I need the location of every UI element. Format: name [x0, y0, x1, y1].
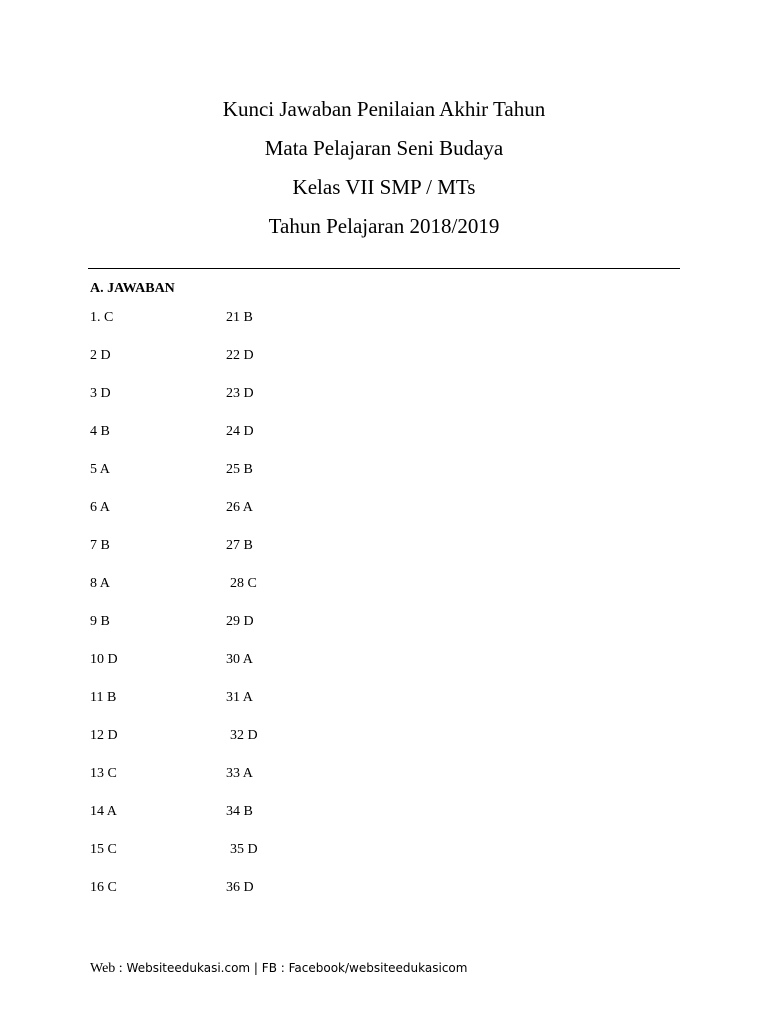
answer-right: 21 B	[226, 310, 253, 325]
answer-row	[90, 423, 490, 461]
answer-left: 14 A	[90, 804, 117, 819]
answer-right: 32 D	[230, 728, 258, 743]
answer-row	[90, 879, 490, 917]
horizontal-divider	[88, 268, 680, 269]
answer-left: 3 D	[90, 386, 111, 401]
answer-left: 11 B	[90, 690, 117, 705]
title-line-1: Kunci Jawaban Penilaian Akhir Tahun	[222, 97, 546, 121]
answer-row	[90, 537, 490, 575]
answer-right: 29 D	[226, 614, 254, 629]
answer-row	[90, 689, 490, 727]
footer-fb-link[interactable]: Facebook/websiteedukasicom	[288, 961, 468, 975]
answer-key-list	[90, 309, 490, 917]
answer-left: 15 C	[90, 842, 117, 857]
answer-left: 1. C	[90, 310, 114, 325]
answer-row	[90, 347, 490, 385]
title-line-2: Mata Pelajaran Seni Budaya	[264, 136, 504, 160]
page-footer	[90, 960, 467, 977]
answer-row	[90, 651, 490, 689]
answer-right: 30 A	[226, 652, 253, 667]
answer-right: 25 B	[226, 462, 253, 477]
answer-right: 27 B	[226, 538, 253, 553]
title-line-4: Tahun Pelajaran 2018/2019	[268, 214, 500, 238]
answer-right: 22 D	[226, 348, 254, 363]
answer-left: 13 C	[90, 766, 117, 781]
answer-left: 7 B	[90, 538, 110, 553]
answer-right: 34 B	[226, 804, 253, 819]
answer-right: 33 A	[226, 766, 253, 781]
answer-row	[90, 613, 490, 651]
answer-left: 10 D	[90, 652, 118, 667]
answer-right: 24 D	[226, 424, 254, 439]
answer-row	[90, 385, 490, 423]
answer-left: 12 D	[90, 728, 118, 743]
answer-row	[90, 841, 490, 879]
footer-web-link[interactable]: Websiteedukasi.com	[126, 961, 251, 975]
answer-row	[90, 575, 490, 613]
footer-fb-label: FB :	[261, 961, 285, 975]
answer-left: 9 B	[90, 614, 110, 629]
footer-web-label: Web :	[90, 961, 123, 976]
answer-left: 6 A	[90, 500, 110, 515]
answer-left: 8 A	[90, 576, 110, 591]
answer-row	[90, 765, 490, 803]
answer-row	[90, 461, 490, 499]
answer-row	[90, 803, 490, 841]
title-line-3: Kelas VII SMP / MTs	[292, 175, 476, 199]
answer-left: 4 B	[90, 424, 110, 439]
answer-row	[90, 727, 490, 765]
answer-left: 5 A	[90, 462, 110, 477]
footer-separator: |	[253, 961, 258, 975]
answer-right: 35 D	[230, 842, 258, 857]
answer-right: 23 D	[226, 386, 254, 401]
answer-right: 26 A	[226, 500, 253, 515]
answer-left: 2 D	[90, 348, 111, 363]
section-heading: A. JAWABAN	[90, 281, 175, 296]
answer-right: 36 D	[226, 880, 254, 895]
answer-row	[90, 499, 490, 537]
answer-right: 28 C	[230, 576, 257, 591]
answer-right: 31 A	[226, 690, 253, 705]
answer-left: 16 C	[90, 880, 117, 895]
answer-row	[90, 309, 490, 347]
document-title	[0, 90, 768, 246]
